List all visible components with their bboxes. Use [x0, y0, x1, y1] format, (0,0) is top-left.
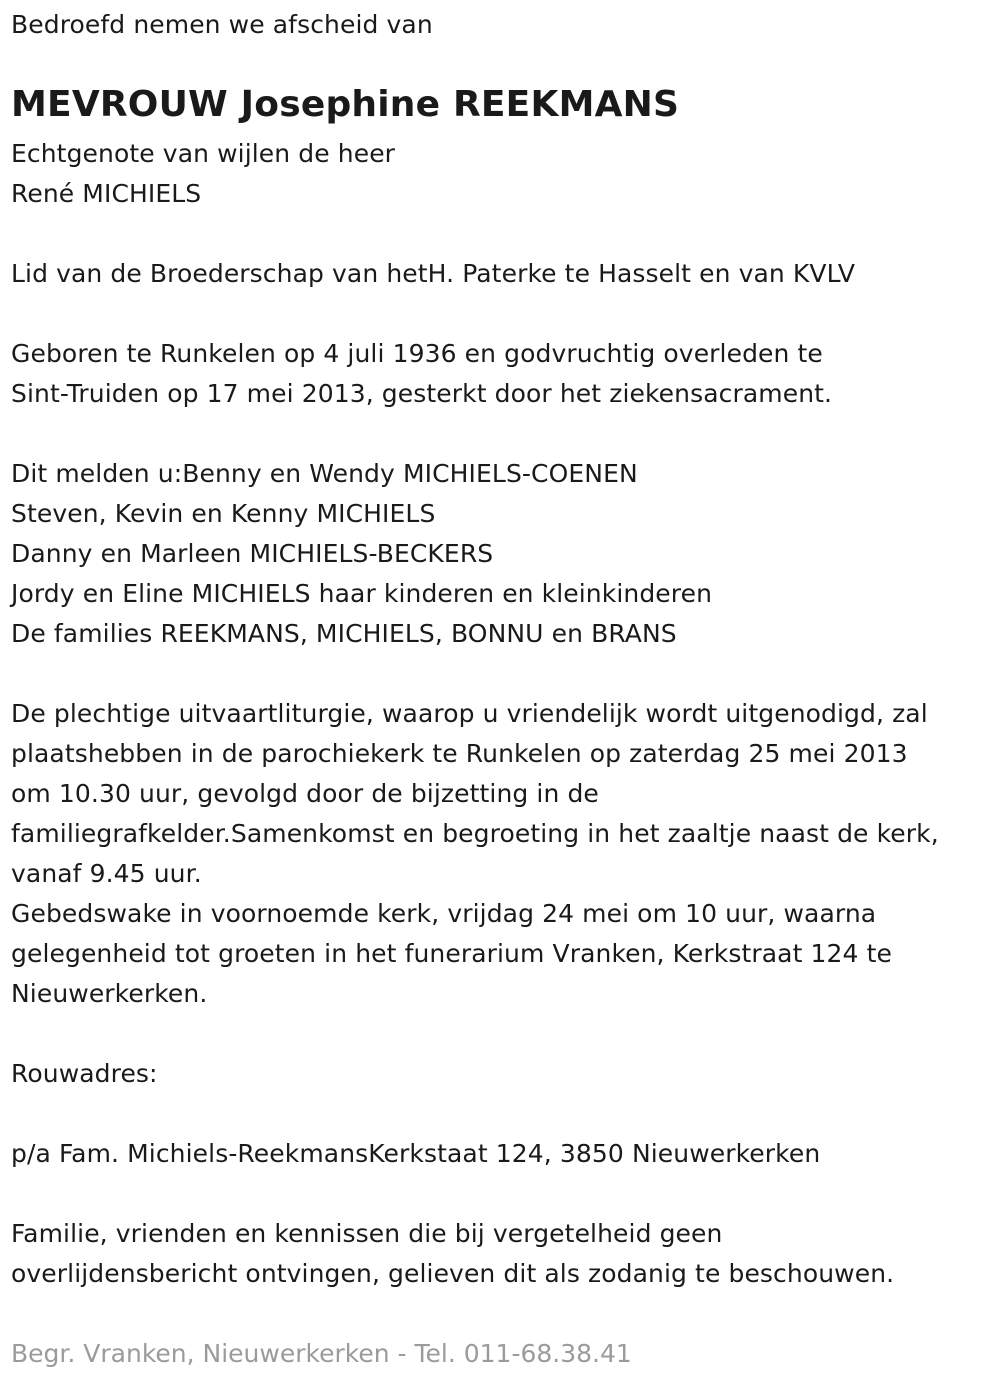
- spouse-line: Echtgenote van wijlen de heer: [11, 139, 396, 168]
- address-line: p/a Fam. Michiels-ReekmansKerkstaat 124, 3850 Nieuwerkerken: [11, 1139, 821, 1168]
- deceased-name: MEVROUW Josephine REEKMANS: [11, 84, 680, 125]
- ceremony-line: familiegrafkelder.Samenkomst en begroeting in het zaaltje naast de kerk,: [11, 819, 939, 848]
- address-block: [11, 1134, 820, 1174]
- ceremony-line: Gebedswake in voornoemde kerk, vrijdag 24 mei om 10 uur, waarna: [11, 899, 877, 928]
- birth-death-block: [11, 334, 832, 414]
- address-label-block: [11, 1054, 158, 1094]
- ceremony-block: [11, 694, 939, 1014]
- closing-line: overlijdensbericht ontvingen, gelieven dit als zodanig te beschouwen.: [11, 1259, 895, 1288]
- ceremony-line: De plechtige uitvaartliturgie, waarop u vriendelijk wordt uitgenodigd, zal: [11, 699, 928, 728]
- announcer-line: Danny en Marleen MICHIELS-BECKERS: [11, 539, 494, 568]
- birth-death-line: Sint-Truiden op 17 mei 2013, gesterkt door het ziekensacrament.: [11, 379, 833, 408]
- birth-death-line: Geboren te Runkelen op 4 juli 1936 en godvruchtig overleden te: [11, 339, 823, 368]
- spouse-line: René MICHIELS: [11, 179, 202, 208]
- ceremony-line: Nieuwerkerken.: [11, 979, 208, 1008]
- announcers-block: [11, 454, 712, 654]
- membership-line: Lid van de Broederschap van hetH. Paterke te Hasselt en van KVLV: [11, 259, 856, 288]
- membership-block: [11, 254, 855, 294]
- intro-text: Bedroefd nemen we afscheid van: [11, 10, 433, 39]
- ceremony-line: gelegenheid tot groeten in het funerarium Vranken, Kerkstraat 124 te: [11, 939, 892, 968]
- funeral-home-footer: Begr. Vranken, Nieuwerkerken - Tel. 011-68.38.41: [11, 1339, 632, 1368]
- announcer-line: Jordy en Eline MICHIELS haar kinderen en kleinkinderen: [11, 579, 713, 608]
- closing-line: Familie, vrienden en kennissen die bij vergetelheid geen: [11, 1219, 723, 1248]
- announcer-line: Dit melden u:Benny en Wendy MICHIELS-COENEN: [11, 459, 638, 488]
- ceremony-line: vanaf 9.45 uur.: [11, 859, 202, 888]
- ceremony-line: plaatshebben in de parochiekerk te Runkelen op zaterdag 25 mei 2013: [11, 739, 908, 768]
- spouse-block: [11, 134, 395, 214]
- announcer-line: De families REEKMANS, MICHIELS, BONNU en BRANS: [11, 619, 677, 648]
- address-label: Rouwadres:: [11, 1059, 158, 1088]
- announcer-line: Steven, Kevin en Kenny MICHIELS: [11, 499, 436, 528]
- closing-block: [11, 1214, 894, 1294]
- ceremony-line: om 10.30 uur, gevolgd door de bijzetting in de: [11, 779, 599, 808]
